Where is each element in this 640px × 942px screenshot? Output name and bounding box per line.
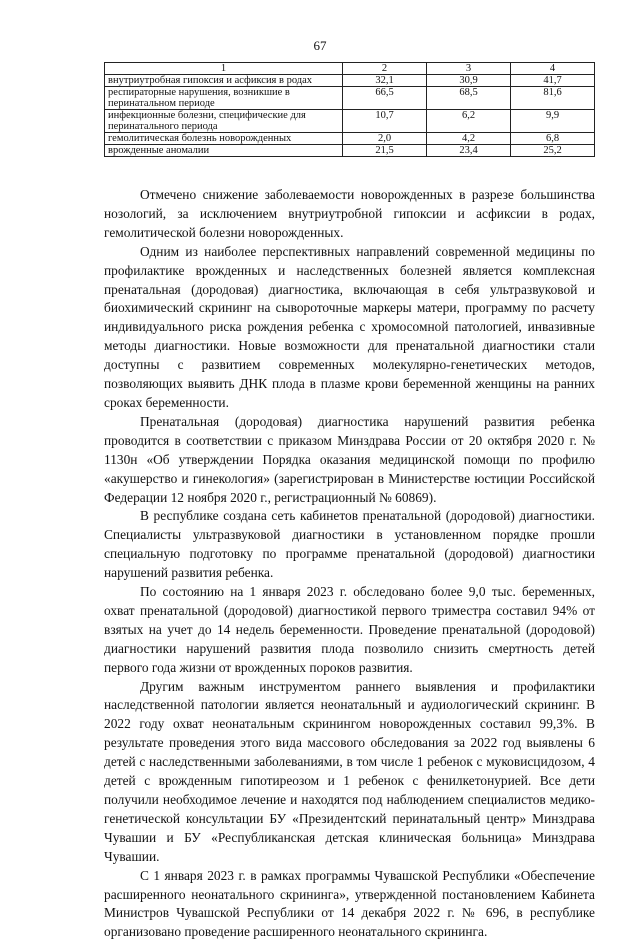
table-row	[105, 145, 595, 157]
paragraph: Пренатальная (дородовая) диагностика нарушений развития ребенка проводится в соответствии с приказом Минздрава России от 20 октября 2020 г. № 1130н «Об утверждении Порядка оказания медицинской помощи по профилю «акушерство и гинекология» (зарегистрирован в Министерстве юстиции Российской Федерации 12 ноября 2020 г., регистрационный № 60869).	[104, 413, 595, 505]
paragraph: Другим важным инструментом раннего выявления и профилактики наследственной патологии является неонатальный и аудиологический скрининг. В 2022 году охват неонатальным скринингом новорожденных составил 99,3%. В результате проведения этого вида массового обследования за 2022 год выявлены 6 детей с наследственными заболеваниями, в том числе 1 ребенок с муковисцидозом, 4 детей с врожденным гипотиреозом и 1 ребенок с фенилкетонурией. Все дети получили необходимое лечение и находятся под наблюдением специалистов медико-генетической консультации БУ «Президентский перинатальный центр» Минздрава Чувашии и БУ «Республиканская детская клиническая больница» Минздрава Чувашии.	[104, 678, 595, 864]
table-cell-label: внутриутробная гипоксия и асфиксия в родах	[105, 75, 343, 87]
table-row	[105, 110, 595, 133]
table-cell: 41,7	[511, 75, 595, 87]
paragraph: С 1 января 2023 г. в рамках программы Чувашской Республики «Обеспечение расширенного неонатального скрининга», утвержденной постановлением Кабинета Министров Чувашской Республики от 14 декабря 2022 г. № 696, в республике организовано проведение расширенного неонатального скрининга.	[104, 867, 595, 940]
paragraph: В республике создана сеть кабинетов пренатальной (дородовой) диагностики. Специалисты ультразвуковой диагностики в установленном порядке прошли специальную подготовку по программе пренатальной (дородовой) диагностики нарушений развития ребенка.	[104, 508, 595, 581]
table-cell: 9,9	[511, 110, 595, 133]
table-cell: 23,4	[427, 145, 511, 157]
table-cell: 6,8	[511, 133, 595, 145]
table-header-cell: 3	[427, 63, 511, 75]
body-text	[104, 186, 595, 942]
table-row	[105, 75, 595, 87]
table-cell-label: врожденные аномалии	[105, 145, 343, 157]
morbidity-table	[104, 62, 595, 157]
table-cell: 21,5	[343, 145, 427, 157]
table-cell: 2,0	[343, 133, 427, 145]
table-header-cell: 1	[105, 63, 343, 75]
table-row	[105, 133, 595, 145]
table-cell-label: инфекционные болезни, специфические для перинатального периода	[105, 110, 343, 133]
table-cell: 68,5	[427, 87, 511, 110]
paragraph: Одним из наиболее перспективных направлений современной медицины по профилактике врожденных и наследственных болезней является комплексная пренатальная (дородовая) диагностика, включающая в себя ультразвуковой и биохимический скрининг на сывороточные маркеры матери, программу по расчету индивидуального риска рождения ребенка с хромосомной патологией, инвазивные методы диагностики. Новые возможности для пренатальной диагностики стали доступны с развитием современных молекулярно-генетических методов, позволяющих выявить ДНК плода в плазме крови беременной женщины на ранних сроках беременности.	[104, 243, 595, 410]
table-header-row	[105, 63, 595, 75]
table-row	[105, 87, 595, 110]
paragraph: По состоянию на 1 января 2023 г. обследовано более 9,0 тыс. беременных, охват пренатальной (дородовой) диагностикой первого триместра составил 94% от взятых на учет до 14 недель беременности. Проведение пренатальной (дородовой) диагностики нарушений развития плода позволило снизить смертность детей первого года жизни от врожденных пороков развития.	[104, 584, 595, 675]
table-cell: 66,5	[343, 87, 427, 110]
table-cell: 10,7	[343, 110, 427, 133]
table-cell: 81,6	[511, 87, 595, 110]
table-header-cell: 4	[511, 63, 595, 75]
page-number: 67	[313, 38, 327, 53]
table-cell: 6,2	[427, 110, 511, 133]
table-cell: 25,2	[511, 145, 595, 157]
table-cell-label: респираторные нарушения, возникшие в перинатальном периоде	[105, 87, 343, 110]
table-cell-label: гемолитическая болезнь новорожденных	[105, 133, 343, 145]
table-header-cell: 2	[343, 63, 427, 75]
paragraph: Отмечено снижение заболеваемости новорожденных в разрезе большинства нозологий, за исключением внутриутробной гипоксии и асфиксии в родах, гемолитической болезни новорожденных.	[104, 187, 595, 240]
table-cell: 30,9	[427, 75, 511, 87]
table-cell: 4,2	[427, 133, 511, 145]
table-cell: 32,1	[343, 75, 427, 87]
